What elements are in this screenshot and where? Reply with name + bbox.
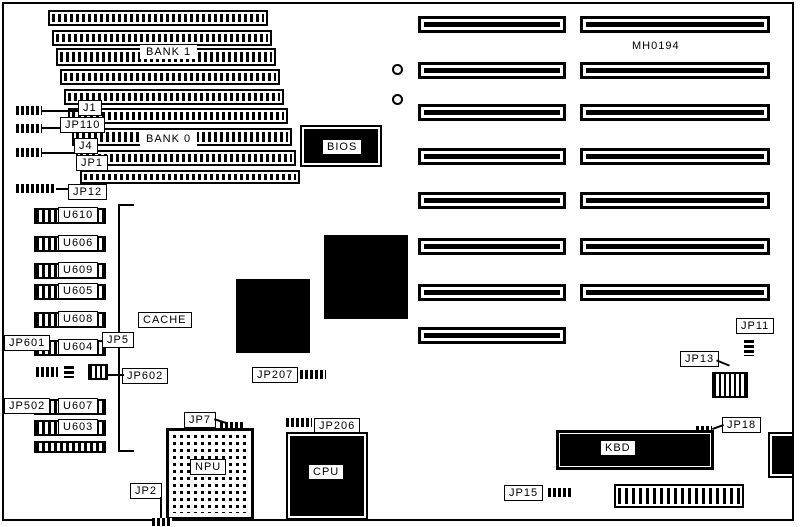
mounting-hole [392, 64, 403, 75]
jumper-label-jp2: JP2 [130, 483, 162, 499]
mounting-hole [392, 94, 403, 105]
expansion-slot [418, 148, 566, 165]
jumper-label-jp12: JP12 [68, 184, 107, 200]
jumper-label-jp7: JP7 [184, 412, 216, 428]
bios-label: BIOS [322, 139, 362, 155]
cpu-label: CPU [308, 464, 344, 480]
cache-bracket [118, 204, 134, 452]
expansion-slot [580, 284, 770, 301]
jumper-label-jp502: JP502 [4, 398, 50, 414]
component-label-u605: U605 [58, 283, 98, 299]
jumper-block[interactable] [88, 364, 108, 380]
expansion-slot [580, 148, 770, 165]
component-label-u606: U606 [58, 235, 98, 251]
jumper-label-j1: J1 [78, 100, 102, 116]
jumper-block[interactable] [64, 366, 74, 378]
jumper-block[interactable] [712, 372, 748, 398]
cache-label: CACHE [138, 312, 192, 328]
leader-line [160, 497, 162, 519]
jumper-label-jp601: JP601 [4, 335, 50, 351]
simm-socket [60, 69, 280, 85]
expansion-slot [580, 238, 770, 255]
expansion-slot [418, 16, 566, 33]
chipset-qfp [236, 279, 310, 353]
expansion-slot [418, 327, 566, 344]
jumper-block[interactable] [16, 106, 42, 115]
jumper-label-jp206: JP206 [314, 418, 360, 434]
component-label-u609: U609 [58, 262, 98, 278]
jumper-label-jp5: JP5 [102, 332, 134, 348]
jumper-block[interactable] [16, 124, 42, 133]
component-label-u603: U603 [58, 419, 98, 435]
jumper-label-jp11: JP11 [736, 318, 774, 334]
cache-chip [34, 441, 106, 453]
component-label-u604: U604 [58, 339, 98, 355]
jumper-label-jp207: JP207 [252, 367, 298, 383]
expansion-slot [580, 16, 770, 33]
jumper-block[interactable] [286, 418, 312, 427]
kbd-label: KBD [600, 440, 636, 456]
jumper-block[interactable] [16, 148, 42, 157]
chipset-qfp [324, 235, 408, 319]
jumper-label-j4: J4 [74, 138, 98, 154]
bank-label-1: BANK 1 [140, 45, 197, 59]
component-label-u610: U610 [58, 207, 98, 223]
jumper-label-jp13: JP13 [680, 351, 719, 367]
expansion-slot [418, 62, 566, 79]
npu-label: NPU [190, 459, 226, 475]
leader-line [108, 374, 124, 376]
component-label-u607: U607 [58, 398, 98, 414]
jumper-label-jp18: JP18 [722, 417, 761, 433]
jumper-block[interactable] [744, 340, 754, 356]
jumper-label-jp110: JP110 [60, 117, 105, 133]
bank-label-0: BANK 0 [140, 132, 197, 146]
pin-header [614, 484, 744, 508]
simm-socket [48, 10, 268, 26]
jumper-block[interactable] [548, 488, 572, 497]
expansion-slot [418, 192, 566, 209]
simm-socket [80, 170, 300, 184]
component-label-u608: U608 [58, 311, 98, 327]
leader-line [42, 110, 78, 112]
expansion-slot [580, 192, 770, 209]
expansion-slot [580, 104, 770, 121]
jumper-label-jp15: JP15 [504, 485, 543, 501]
jumper-label-jp1: JP1 [76, 155, 108, 171]
jumper-block[interactable] [152, 518, 172, 526]
jumper-block[interactable] [16, 184, 56, 193]
edge-connector-body [772, 436, 794, 474]
expansion-slot [418, 284, 566, 301]
board-model-label: MH0194 [632, 40, 680, 52]
expansion-slot [580, 62, 770, 79]
expansion-slot [418, 238, 566, 255]
jumper-block[interactable] [300, 370, 326, 379]
simm-socket [76, 150, 296, 166]
jumper-label-jp602: JP602 [122, 368, 168, 384]
expansion-slot [418, 104, 566, 121]
jumper-block[interactable] [36, 367, 58, 377]
leader-line [42, 152, 78, 154]
simm-socket [52, 30, 272, 46]
